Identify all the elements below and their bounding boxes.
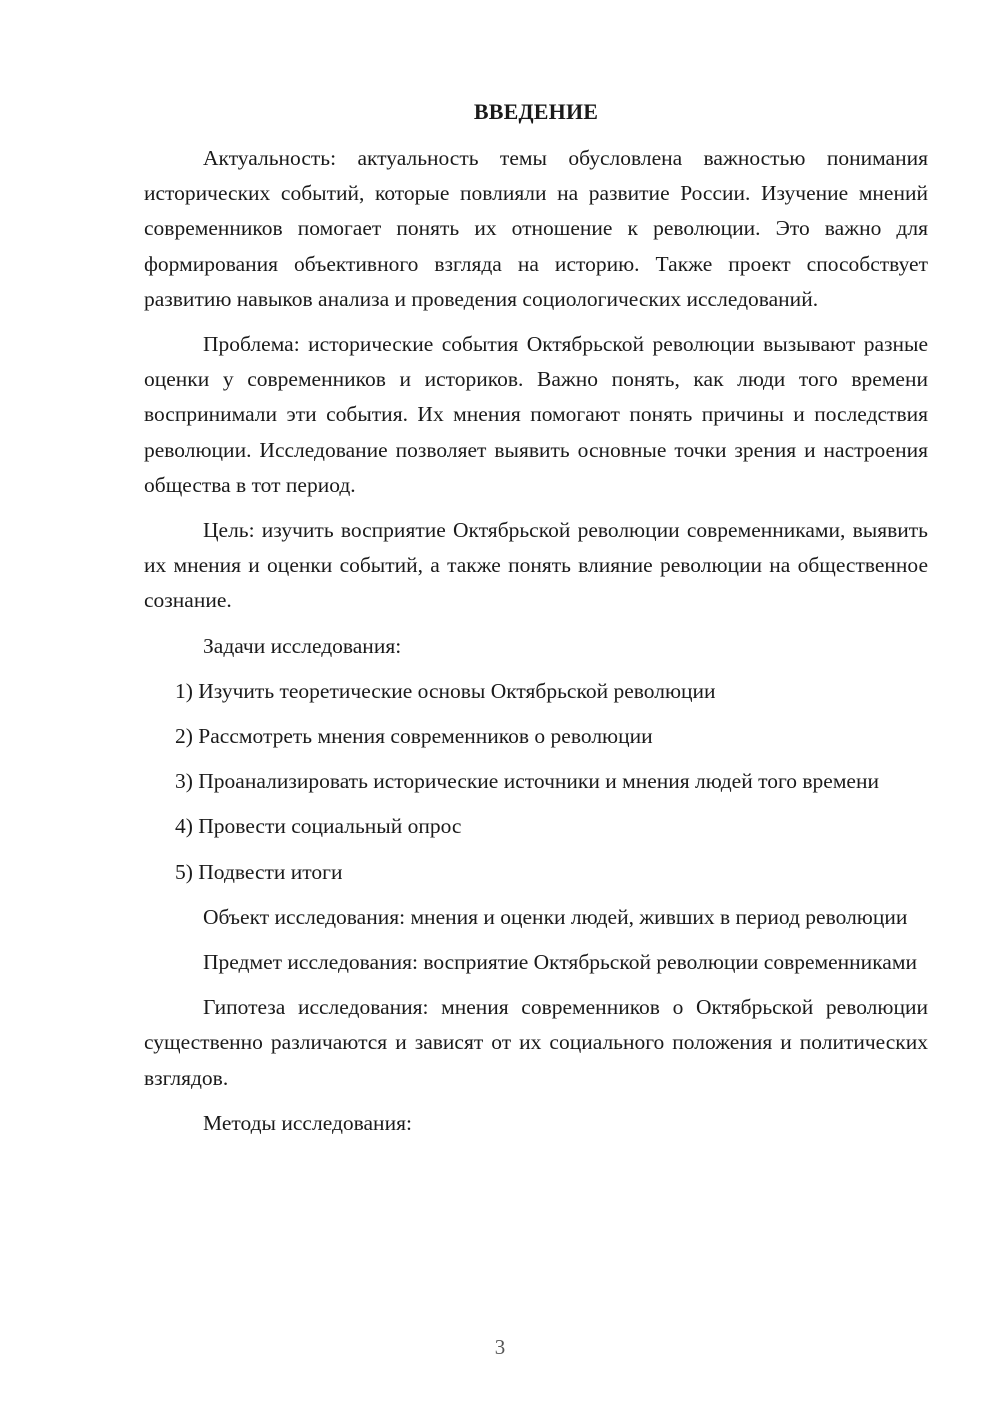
document-page xyxy=(144,94,928,1151)
paragraph-tasks-heading: Задачи исследования: xyxy=(203,633,402,658)
paragraph-relevance: Актуальность: актуальность темы обусловлена важностью понимания исторических событий, которые повлияли на развитие России. Изучение мнений современников помогает понять их отношение к революции. Это важно для формирования объективного взгляда на историю. Также проект способствует развитию навыков анализа и проведения социологических исследований. xyxy=(144,146,928,311)
list-item-task-2: 2) Рассмотреть мнения современников о революции xyxy=(175,724,653,749)
paragraph-subject: Предмет исследования: восприятие Октябрьской революции современниками xyxy=(203,950,917,975)
list-item-task-1: 1) Изучить теоретические основы Октябрьской революции xyxy=(175,678,716,703)
paragraph-methods-heading: Методы исследования: xyxy=(203,1110,412,1135)
page-number: 3 xyxy=(494,1335,506,1359)
paragraph-hypothesis: Гипотеза исследования: мнения современников о Октябрьской революции существенно различаются и зависят от их социального положения и политических взглядов. xyxy=(144,995,928,1090)
list-item-task-3: 3) Проанализировать исторические источники и мнения людей того времени xyxy=(175,769,879,794)
list-item-task-4: 4) Провести социальный опрос xyxy=(175,814,462,839)
paragraph-problem: Проблема: исторические события Октябрьской революции вызывают разные оценки у современников и историков. Важно понять, как люди того времени воспринимали эти события. Их мнения помогают понять причины и последствия революции. Исследование позволяет выявить основные точки зрения и настроения общества в тот период. xyxy=(144,332,928,497)
list-item-task-5: 5) Подвести итоги xyxy=(175,859,343,884)
paragraph-goal: Цель: изучить восприятие Октябрьской революции современниками, выявить их мнения и оценки событий, а также понять влияние революции на общественное сознание. xyxy=(144,518,928,613)
page-title: ВВЕДЕНИЕ xyxy=(473,99,599,124)
paragraph-object: Объект исследования: мнения и оценки людей, живших в период революции xyxy=(203,904,908,929)
